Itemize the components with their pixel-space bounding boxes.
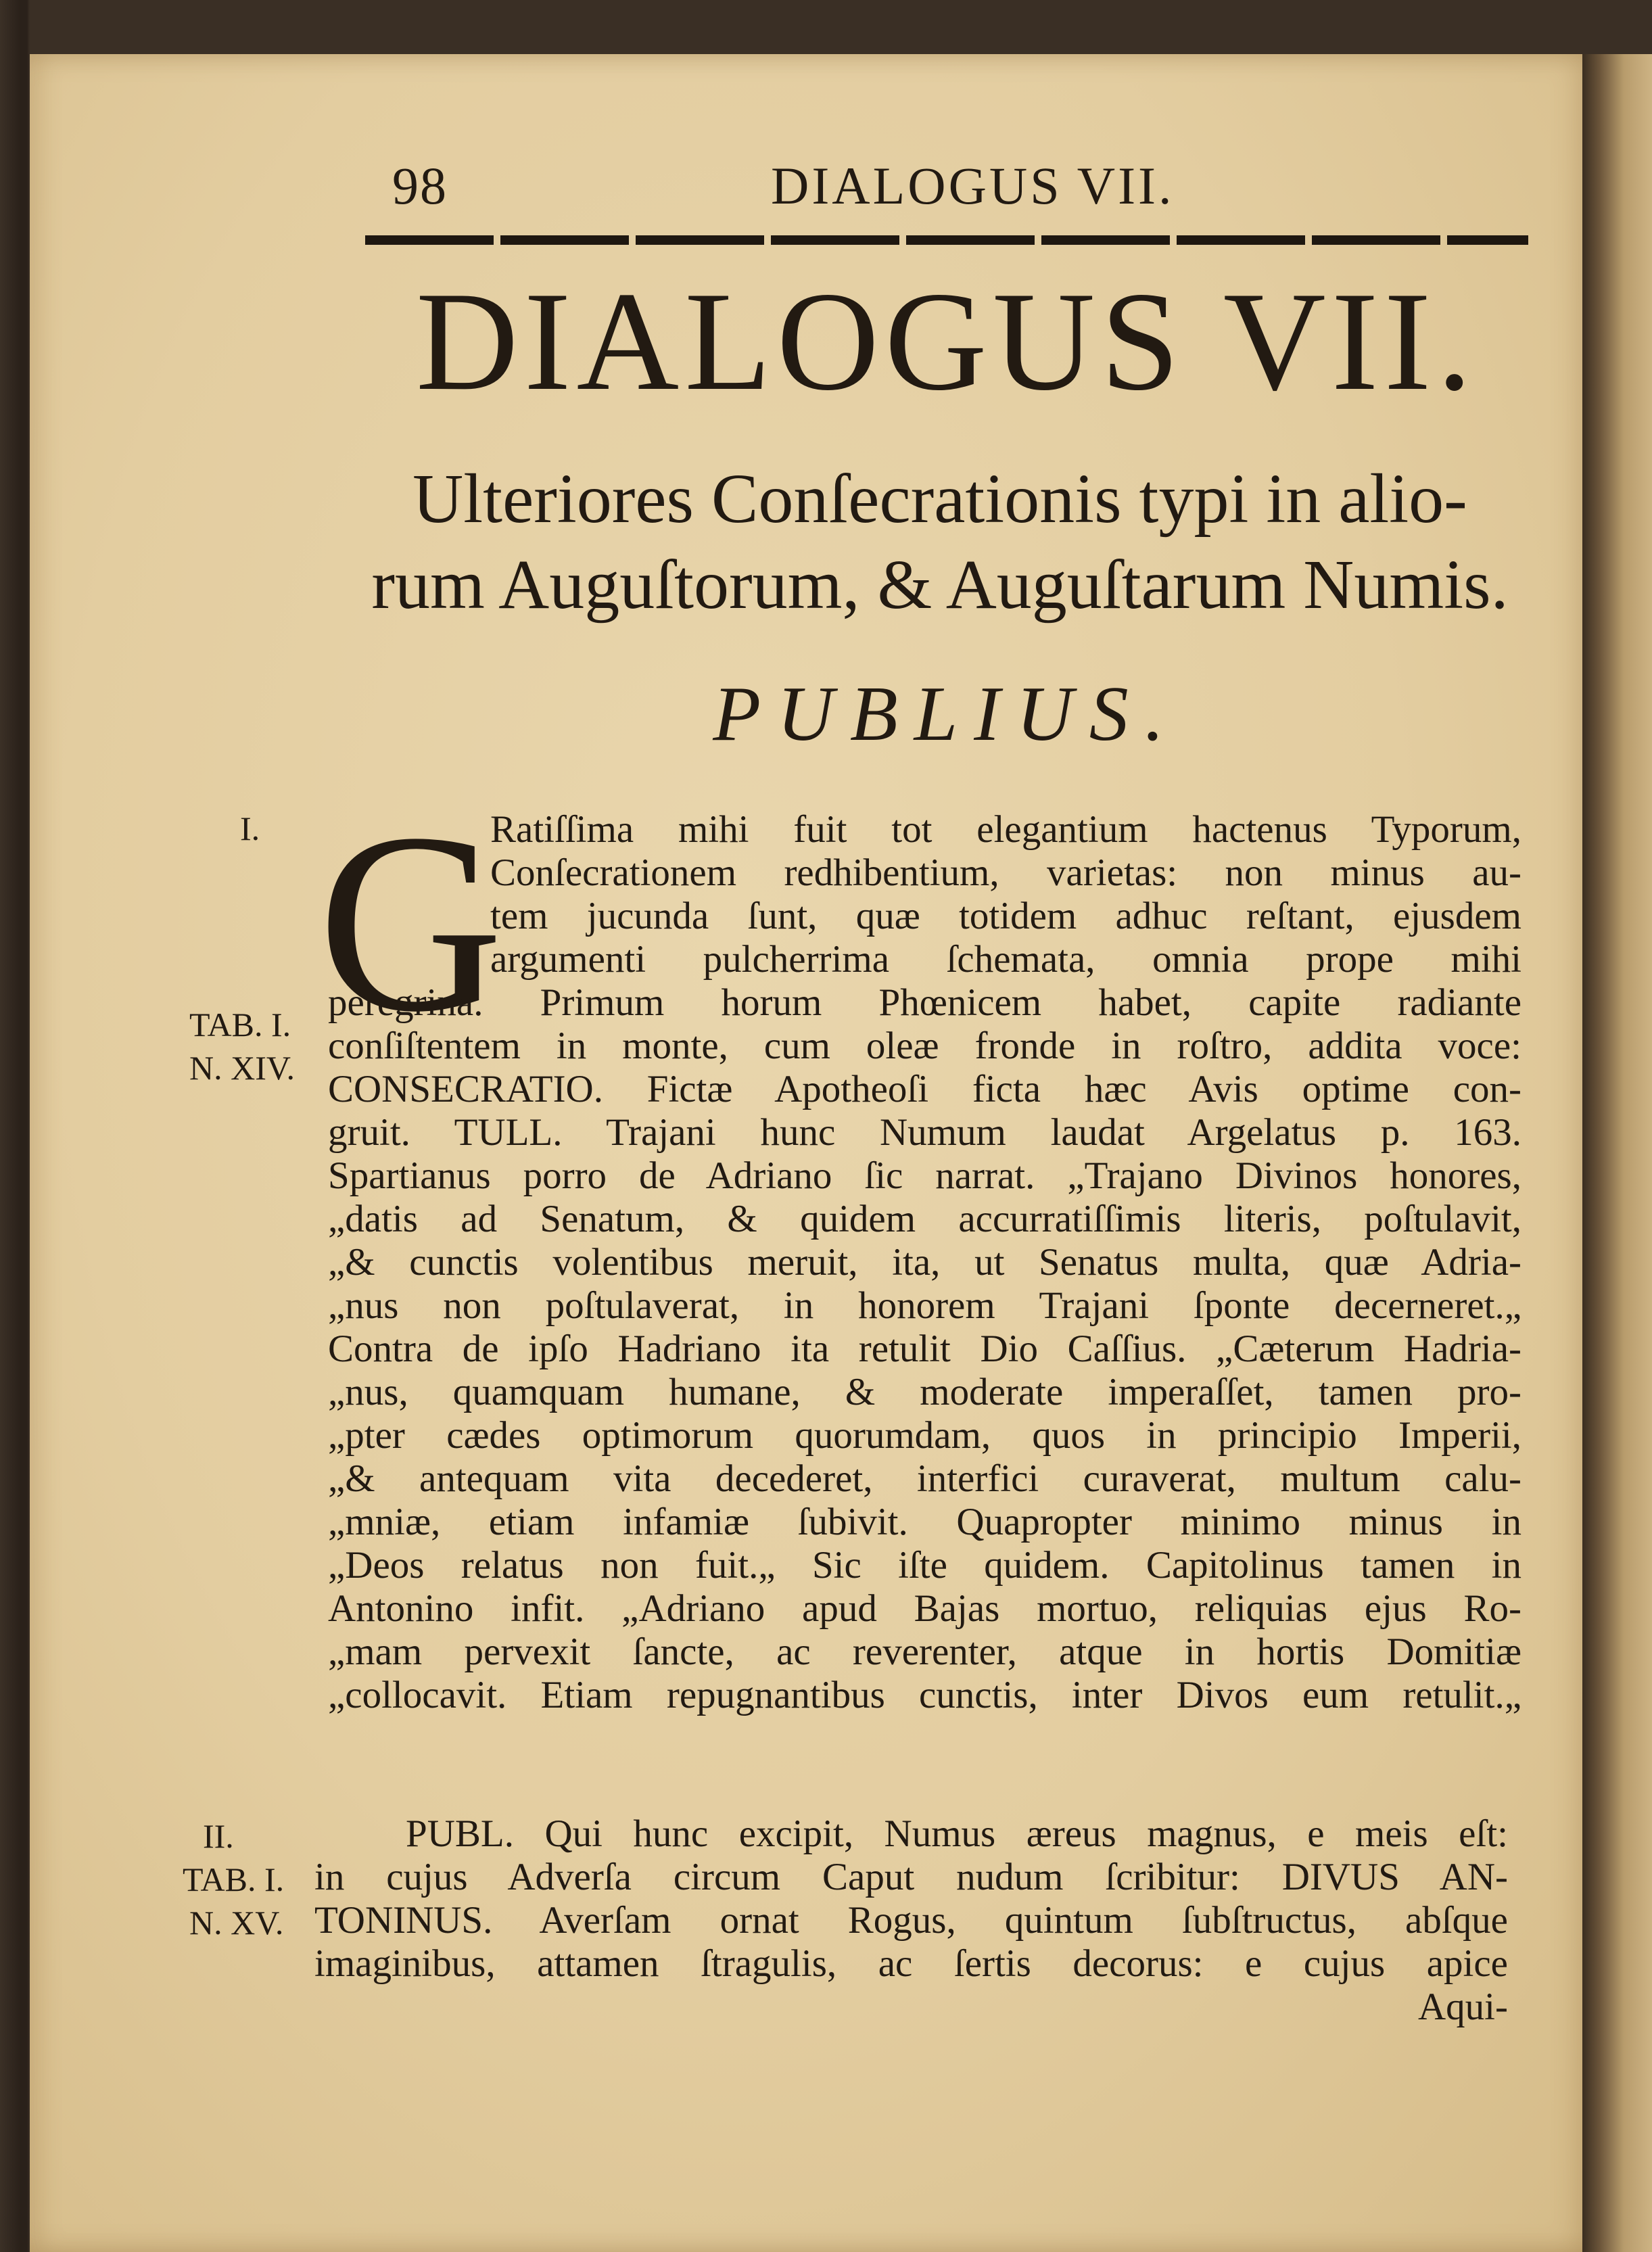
- text-line: TONINUS. Averſam ornat Rogus, quintum ſubſtructus, abſque: [314, 1899, 1508, 1942]
- text-line: „collocavit. Etiam repugnantibus cunctis, inter Divos eum retulit.„: [328, 1674, 1521, 1716]
- text-line: „mniæ, etiam infamiæ ſubivit. Quapropter minimo minus in: [328, 1501, 1521, 1543]
- text-line: „& cunctis volentibus meruit, ita, ut Senatus multa, quæ Adria-: [328, 1241, 1521, 1284]
- text-line: imaginibus, attamen ſtragulis, ac ſertis decorus: e cujus apice: [314, 1942, 1508, 1985]
- margin-note-figure: N. XV.: [189, 1904, 284, 1942]
- text-line: PUBL. Qui hunc excipit, Numus æreus magnus, e meis eſt:: [406, 1812, 1508, 1855]
- text-line: peregrina. Primum horum Phœnicem habet, capite radiante: [328, 981, 1521, 1024]
- section-2-paragraph: [314, 1812, 1508, 2029]
- text-line: Contra de ipſo Hadriano ita retulit Dio Caſſius. „Cæterum Hadria-: [328, 1328, 1521, 1370]
- speaker-name: PUBLIUS.: [713, 671, 1181, 757]
- text-line: Conſecrationem redhibentium, varietas: non minus au-: [490, 851, 1521, 894]
- header-rule: [365, 235, 1528, 245]
- text-line: Antonino infit. „Adriano apud Bajas mortuo, reliquias ejus Ro-: [328, 1587, 1521, 1630]
- text-line: in cujus Adverſa circum Caput nudum ſcribitur: DIVUS AN-: [314, 1856, 1508, 1898]
- text-line: Ratiſſima mihi fuit tot elegantium hactenus Typorum,: [490, 808, 1521, 851]
- text-line: Spartianus porro de Adriano ſic narrat. „Trajano Divinos honores,: [328, 1154, 1521, 1197]
- drop-cap-letter: G: [318, 780, 504, 1065]
- text-line: „pter cædes optimorum quorumdam, quos in principio Imperii,: [328, 1414, 1521, 1457]
- margin-note-figure: N. XIV.: [189, 1049, 296, 1087]
- text-line: „datis ad Senatum, & quidem accurratiſſimis literis, poſtulavit,: [328, 1198, 1521, 1240]
- text-line: tem jucunda ſunt, quæ totidem adhuc reſtant, ejusdem: [490, 895, 1521, 937]
- drop-cap-text-block: [490, 808, 1521, 981]
- text-line: „nus non poſtulaverat, in honorem Trajani ſponte decerneret.„: [328, 1284, 1521, 1327]
- text-line: „& antequam vita decederet, interfici curaverat, multum calu-: [328, 1457, 1521, 1500]
- chapter-title: DIALOGUS VII.: [415, 263, 1478, 420]
- text-line: „nus, quamquam humane, & moderate imperaſſet, tamen pro-: [328, 1371, 1521, 1413]
- text-line: conſiſtentem in monte, cum oleæ fronde in roſtro, addita voce:: [328, 1025, 1521, 1067]
- subtitle-line: Ulteriores Conſecrationis typi in alio-: [412, 460, 1467, 538]
- catchword: Aqui-: [1418, 1986, 1508, 2028]
- text-line: CONSECRATIO. Fictæ Apotheoſi ficta hæc Avis optime con-: [328, 1068, 1521, 1110]
- subtitle-line: rum Auguſtorum, & Auguſtarum Numis.: [371, 545, 1509, 624]
- text-line: argumenti pulcherrima ſchemata, omnia prope mihi: [490, 938, 1521, 981]
- text-line: „mam pervexit ſancte, ac reverenter, atque in hortis Domitiæ: [328, 1631, 1521, 1673]
- section-1-paragraph: [328, 981, 1521, 1717]
- page-number: 98: [392, 156, 448, 215]
- text-line: „Deos relatus non fuit.„ Sic iſte quidem. Capitolinus tamen in: [328, 1544, 1521, 1587]
- book-spine-edge: [1582, 54, 1652, 2252]
- chapter-subtitle: [331, 456, 1549, 628]
- running-title: DIALOGUS VII.: [771, 156, 1175, 215]
- margin-note-plate: TAB. I.: [183, 1860, 285, 1898]
- text-line: gruit. TULL. Trajani hunc Numum laudat Argelatus p. 163.: [328, 1111, 1521, 1154]
- running-head: [365, 156, 1569, 230]
- margin-note-section-number: II.: [203, 1817, 234, 1855]
- margin-note-section-number: I.: [240, 810, 260, 847]
- margin-note-plate: TAB. I.: [189, 1006, 291, 1043]
